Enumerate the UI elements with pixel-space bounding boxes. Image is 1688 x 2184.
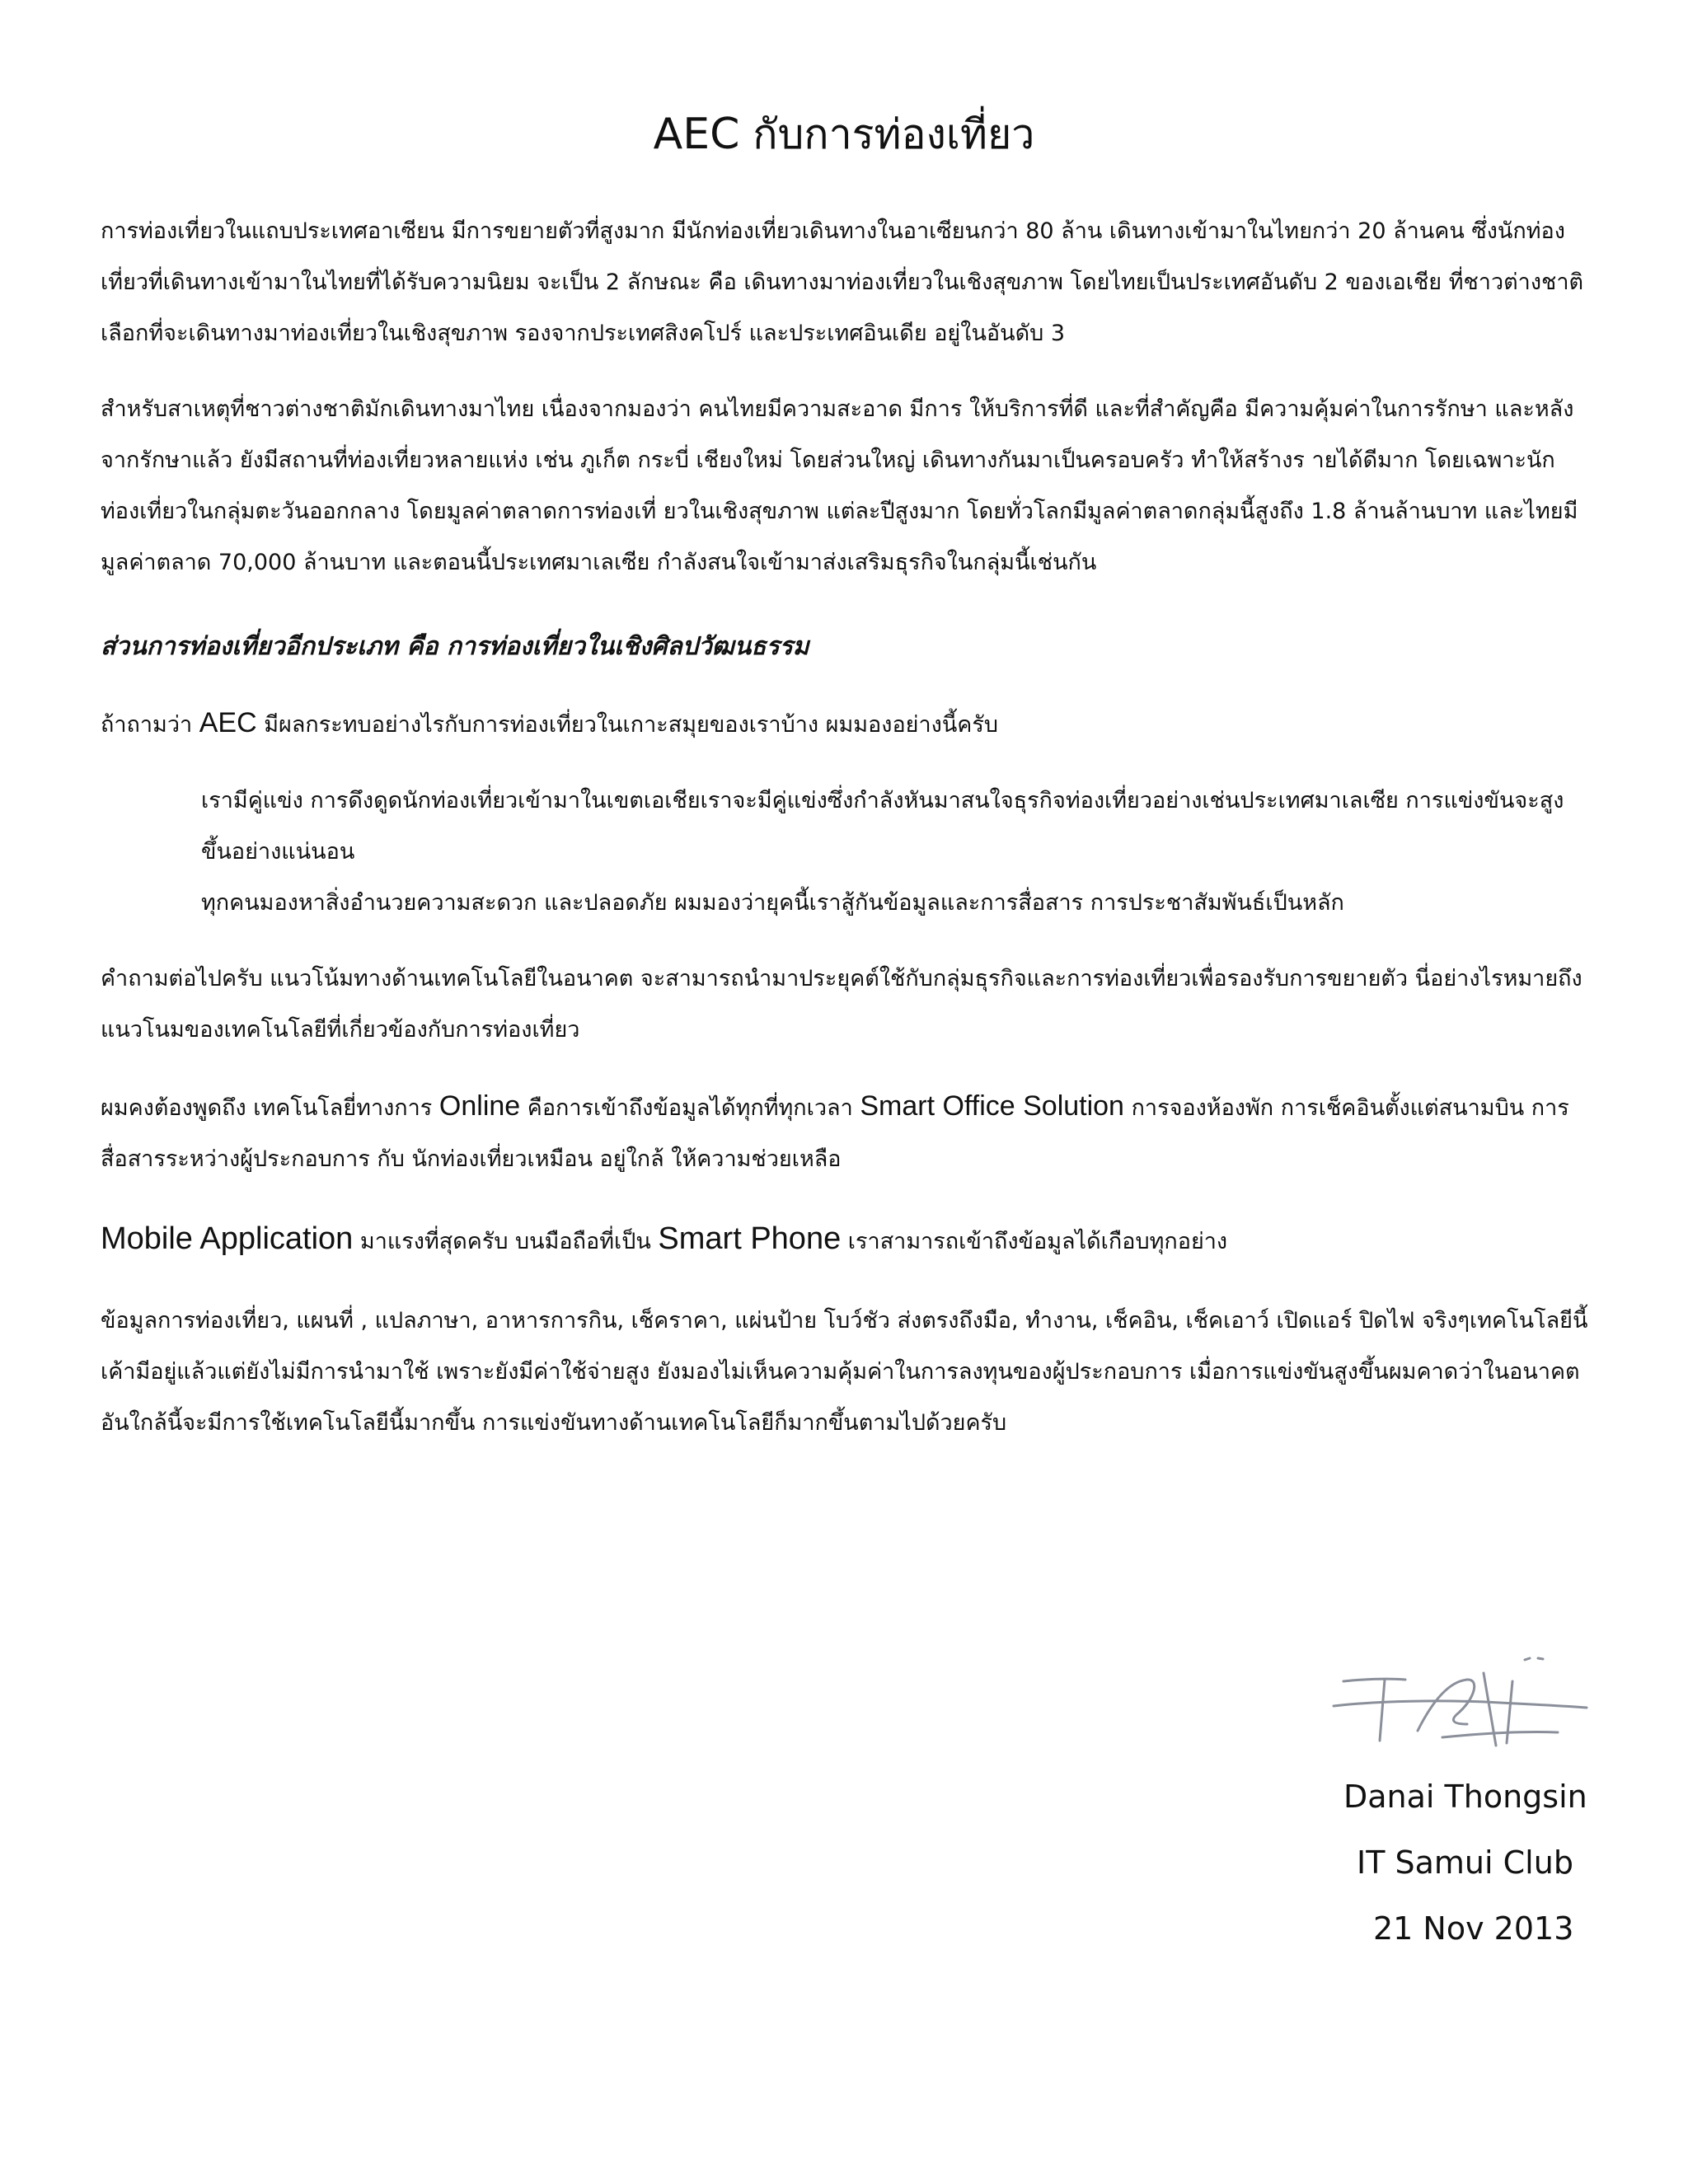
paragraph-online xyxy=(101,1080,1592,1185)
point-competitors: เรามีคู่แข่ง การดึงดูดนักท่องเที่ยวเข้ามาในเขตเอเชียเราจะมีคู่แข่งซึ่งกำลังหันมาสนใจธุรกิจท่องเที่ยวอย่างเช่นประเทศมาเลเซีย การแข่งขันจะสูงขึ้นอย่างแน่นอน xyxy=(201,788,1564,865)
signature-block xyxy=(1286,1764,1615,1961)
smart-office-term: Smart Office Solution xyxy=(860,1090,1124,1122)
title-rest: กับการท่องเที่ยว xyxy=(739,110,1035,158)
online-term: Online xyxy=(438,1090,521,1122)
document-title xyxy=(0,105,1688,163)
mobile-application-term: Mobile Application xyxy=(101,1221,354,1256)
point-convenience: ทุกคนมองหาสิ่งอำนวยความสะดวก และปลอดภัย ผมมองว่ายุคนี้เราสู้กันข้อมูลและการสื่อสาร การประชาสัมพันธ์เป็นหลัก xyxy=(201,890,1344,916)
question-post: มีผลกระทบอย่างไรกับการท่องเที่ยวในเกาะสมุยของเราบ้าง ผมมองอย่างนี้ครับ xyxy=(256,712,999,738)
handwritten-signature xyxy=(1327,1648,1591,1755)
question-pre: ถ้าถามว่า xyxy=(101,712,199,738)
paragraph-technology-question: คำถามต่อไปครับ แนวโน้มทางด้านเทคโนโลยีในอนาคต จะสามารถนำมาประยุคต์ใช้กับกลุ่มธุรกิจและการท่องเที่ยวเพื่อรองรับการขยายตัว นี่อย่างไรหมายถึงแนวโนมของเทคโนโลยีที่เกี่ยวข้องกับการท่องเที่ยว xyxy=(101,966,1582,1043)
paragraph-intro: การท่องเที่ยวในแถบประเทศอาเซียน มีการขยายตัวที่สูงมาก มีนักท่องเที่ยวเดินทางในอาเซียนกว่า 80 ล้าน เดินทางเข้ามาในไทยกว่า 20 ล้านคน ซึ่งนักท่องเที่ยวที่เดินทางเข้ามาในไทยที่ได้รับความนิยม จะเป็น 2 ลักษณะ คือ เดินทางมาท่องเที่ยวในเชิงสุขภาพ โดยไทยเป็นประเทศอันดับ 2 ของเอเชีย ที่ชาวต่างชาติเลือกที่จะเดินทางมาท่องเที่ยวในเชิงสุขภาพ รองจากประเทศสิงคโปร์ และประเทศอินเดีย อยู่ในอันดับ 3 xyxy=(101,218,1584,346)
question-aec: AEC xyxy=(199,707,257,738)
online-c: การจองห้องพัก การเช็คอินตั้งแต่สนามบิน การสื่อสารระหว่างผู้ประกอบการ กับ นักท่องเที่ยวเหมือน อยู่ใกล้ ให้ความช่วยเหลือ xyxy=(101,1095,1569,1172)
author-organization: IT Samui Club xyxy=(1357,1844,1573,1881)
section-heading: ส่วนการท่องเที่ยวอีกประเภท คือ การท่องเที่ยวในเชิงศิลปวัฒนธรรม xyxy=(101,632,809,661)
document-date: 21 Nov 2013 xyxy=(1373,1910,1574,1947)
paragraph-mobile xyxy=(101,1210,1592,1271)
paragraph-question xyxy=(101,697,1592,751)
author-name: Danai Thongsin xyxy=(1343,1779,1587,1815)
mobile-b: เราสามารถเข้าถึงข้อมูลได้เกือบทุกอย่าง xyxy=(841,1229,1228,1254)
online-b: คือการเข้าถึงข้อมูลได้ทุกที่ทุกเวลา xyxy=(520,1095,860,1121)
points-list xyxy=(101,776,1592,929)
document-body xyxy=(101,206,1592,1449)
smart-phone-term: Smart Phone xyxy=(658,1221,842,1256)
paragraph-reasons: สำหรับสาเหตุที่ชาวต่างชาติมักเดินทางมาไทย เนื่องจากมองว่า คนไทยมีความสะอาด มีการ ให้บริการที่ดี และที่สำคัญคือ มีความคุ้มค่าในการรักษา และหลังจากรักษาแล้ว ยังมีสถานที่ท่องเที่ยวหลายแห่ง เช่น ภูเก็ต กระบี่ เชียงใหม่ โดยส่วนใหญ่ เดินทางกันมาเป็นครอบครัว ทำให้สร้างร ายได้ดีมาก โดยเฉพาะนักท่องเที่ยวในกลุ่มตะวันออกกลาง โดยมูลค่าตลาดการท่องเที่ ยวในเชิงสุขภาพ แต่ละปีสูงมาก โดยทั่วโลกมีมูลค่าตลาดกลุ่มนี้สูงถึง 1.8 ล้านล้านบาท และไทยมีมูลค่าตลาด 70,000 ล้านบาท และตอนนี้ประเทศมาเลเซีย กำลังสนใจเข้ามาส่งเสริมธุรกิจในกลุ่มนี้เช่นกัน xyxy=(101,396,1578,575)
mobile-a: มาแรงที่สุดครับ บนมือถือที่เป็น xyxy=(353,1229,659,1254)
paragraph-conclusion: ข้อมูลการท่องเที่ยว, แผนที่ , แปลภาษา, อาหารการกิน, เช็คราคา, แผ่นป้าย โบว์ชัว ส่งตรงถึงมือ, ทำงาน, เช็คอิน, เช็คเอาว์ เปิดแอร์ ปิดไฟ จริงๆเทคโนโลยีนี้เค้ามีอยู่แล้วแต่ยังไม่มีการนำมาใช้ เพราะยังมีค่าใช้จ่ายสูง ยังมองไม่เห็นความคุ้มค่าในการลงทุนของผู้ประกอบการ เมื่อการแข่งขันสูงขึ้นผมคาดว่าในอนาคตอันใกล้นี้จะมีการใช้เทคโนโลยีนี้มากขึ้น การแข่งขันทางด้านเทคโนโลยีก็มากขึ้นตามไปด้วยครับ xyxy=(101,1308,1588,1436)
online-a: ผมคงต้องพูดถึง เทคโนโลยี่ทางการ xyxy=(101,1095,439,1121)
title-prefix: AEC xyxy=(653,110,740,159)
